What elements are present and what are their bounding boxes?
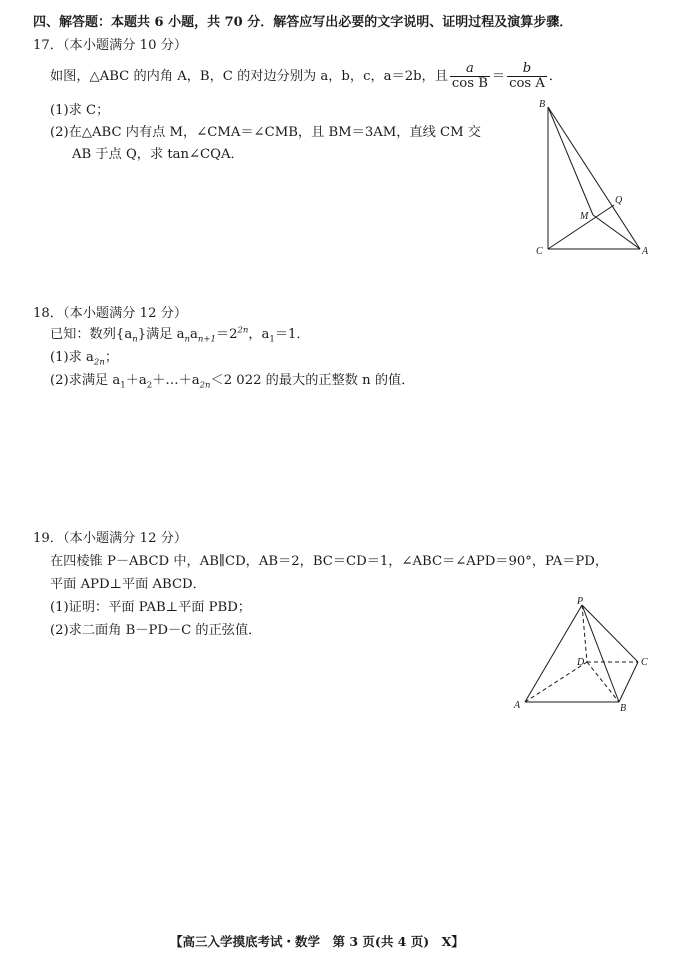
edge-pb (582, 605, 619, 702)
q17-part2-line2: AB 于点 Q，求 tan∠CQA． (72, 147, 244, 162)
q19-part2: (2)求二面角 B－PD－C 的正弦值． (50, 623, 262, 638)
section-header: 四、解答题：本题共 6 小题，共 70 分．解答应写出必要的文字说明、证明过程及演算步骤． (33, 15, 573, 30)
label-b2: B (620, 703, 627, 714)
q19-stem-line2: 平面 APD⊥平面 ABCD． (50, 577, 206, 592)
q17-part1: (1)求 C； (50, 103, 110, 118)
q17-heading (33, 34, 187, 53)
page-footer: 【高三入学摸底考试・数学 第 3 页(共 4 页) X】 (170, 934, 464, 949)
label-d: D (577, 657, 585, 668)
q17-stem-prefix: 如图，△ABC 的内角 A，B，C 的对边分别为 a，b，c，a＝2b，且 (50, 69, 448, 84)
q19-number: 19． (33, 531, 63, 546)
label-p: P (577, 596, 584, 607)
q18-score: （本小题满分 12 分） (62, 306, 188, 321)
q19-heading (33, 527, 187, 546)
edge-bc (619, 662, 638, 702)
label-b: B (539, 99, 546, 110)
q18-stem: 已知：数列$\{a_n\}$满足 $a_na_{n+1}=2^{2n}$，$a_1=1$． (50, 325, 310, 345)
label-a: A (642, 246, 649, 257)
label-a2: A (514, 700, 521, 711)
q17-fraction-b-over-cosa: $\frac{b}{\text{cos A}}$ (509, 61, 545, 91)
q17-fraction-a-over-cosb: $\frac{a}{\text{cos B}}$ (451, 61, 488, 91)
edge-pa (525, 605, 582, 702)
q19-part1: (1)证明：平面 PAB⊥平面 PBD； (50, 600, 251, 615)
edge-pc (582, 605, 638, 662)
q17-score: （本小题满分 10 分） (62, 38, 188, 53)
q19-score: （本小题满分 12 分） (62, 531, 188, 546)
edge-db-hidden (587, 662, 619, 702)
edge-pd-hidden (582, 605, 587, 662)
q17-stem-end: ． (548, 69, 563, 84)
q17-stem (50, 62, 562, 91)
q19-stem-line1: 在四棱锥 P－ABCD 中，AB∥CD，AB＝2，BC＝CD＝1，∠ABC＝∠APD＝90°，PA＝PD， (50, 554, 609, 569)
segment-ba (548, 107, 640, 249)
q18-part1: (1)求 $a_{2n}$； (50, 350, 118, 368)
label-c2: C (641, 657, 648, 668)
segment-ma (593, 215, 640, 249)
label-q: Q (615, 195, 623, 206)
q19-pyramid-figure (510, 595, 660, 720)
segment-bm (548, 107, 593, 215)
q18-number: 18． (33, 306, 63, 321)
q18-part2: (2)求满足 $a_1+a_2+\dots+a_{2n}<2$ 022 的最大的正整数 n 的值． (50, 373, 415, 391)
q17-equals: ＝ (491, 69, 506, 84)
label-m: M (580, 211, 589, 222)
q17-number: 17． (33, 38, 63, 53)
q17-part2-line1: (2)在△ABC 内有点 M，∠CMA＝∠CMB，且 BM＝3AM，直线 CM 交 (50, 125, 481, 140)
q17-triangle-figure (530, 95, 660, 260)
label-c: C (536, 246, 543, 257)
edge-ad-hidden (525, 662, 587, 702)
q18-heading (33, 302, 187, 321)
